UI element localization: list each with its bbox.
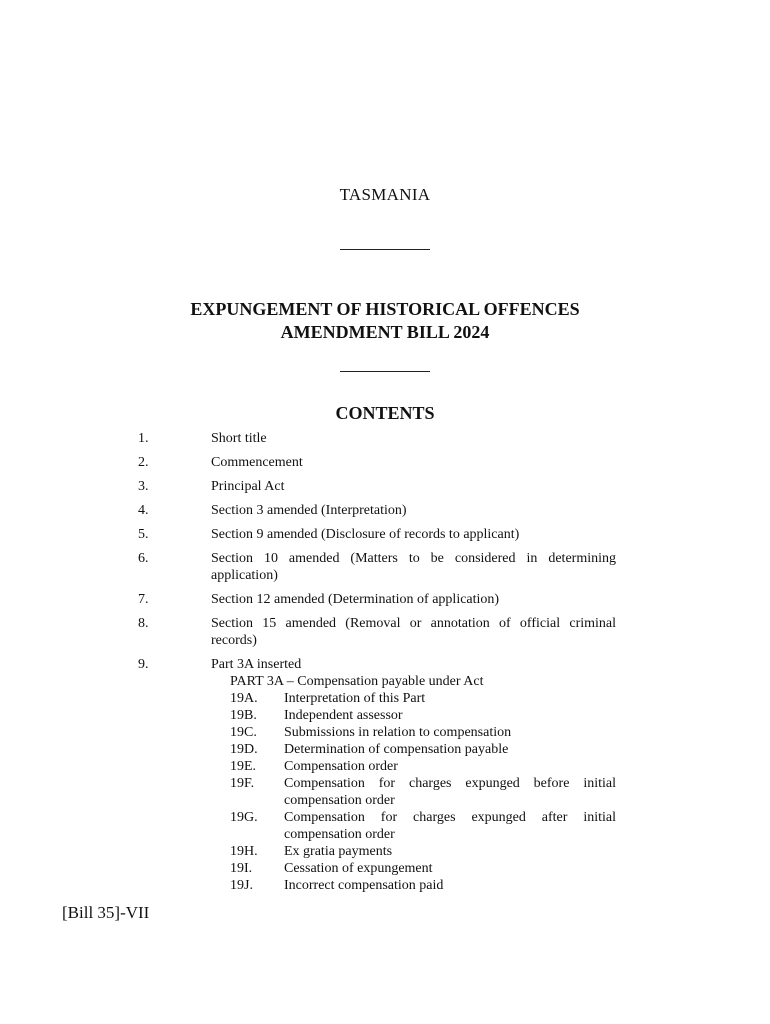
toc-subsection-number: 19J. (230, 878, 253, 893)
toc-subsection-text: Ex gratia payments (284, 844, 393, 859)
toc-subsection-text: Cessation of expungement (284, 861, 433, 876)
toc-entry-text: Section 3 amended (Interpretation) (211, 503, 407, 518)
toc-subsection[interactable] (230, 775, 770, 809)
toc-entry[interactable] (0, 615, 770, 649)
bill-reference: [Bill 35]-VII (62, 903, 150, 922)
toc-subsection[interactable] (230, 690, 770, 707)
toc-entry-number: 2. (138, 455, 149, 470)
toc-entry-number: 8. (138, 616, 149, 631)
toc-entry-number: 9. (138, 657, 149, 672)
toc-entry-text: Section 10 amended (Matters to be considered in determining application) (211, 551, 616, 583)
bill-title-line-1: EXPUNGEMENT OF HISTORICAL OFFENCES (190, 299, 580, 319)
toc-entry-number: 7. (138, 592, 149, 607)
toc-entry[interactable] (0, 591, 770, 608)
toc-entry-text: Commencement (211, 455, 303, 470)
divider-rule-bottom (340, 371, 430, 372)
toc-entry-text: Section 12 amended (Determination of application) (211, 592, 500, 607)
toc-subsection[interactable] (230, 877, 770, 894)
toc-subsection-number: 19I. (230, 861, 253, 876)
toc-entry-text: Principal Act (211, 479, 285, 494)
toc-subsection[interactable] (230, 741, 770, 758)
contents-heading: CONTENTS (335, 403, 435, 423)
toc-subsection-number: 19B. (230, 708, 257, 723)
toc-subsection-number: 19D. (230, 742, 258, 757)
toc-entry-text: Section 9 amended (Disclosure of records to applicant) (211, 527, 520, 542)
toc-subsection-text: Interpretation of this Part (284, 691, 426, 706)
toc-subsection[interactable] (230, 860, 770, 877)
toc-entry-text: Part 3A inserted (211, 657, 302, 672)
toc-subsection-number: 19H. (230, 844, 258, 859)
toc-subsection-number: 19A. (230, 691, 258, 706)
toc-subsection-text: Submissions in relation to compensation (284, 725, 512, 740)
toc-entry[interactable] (0, 550, 770, 584)
toc-subsection-text: Incorrect compensation paid (284, 878, 444, 893)
toc-subsection-text: Determination of compensation payable (284, 742, 509, 757)
toc-part-title[interactable]: PART 3A – Compensation payable under Act (230, 674, 484, 689)
bill-title (0, 298, 770, 344)
toc-subsection-number: 19G. (230, 810, 258, 825)
toc-subsection-number: 19F. (230, 776, 255, 791)
toc-entry-number: 4. (138, 503, 149, 518)
bill-title-line-2: AMENDMENT BILL 2024 (280, 322, 490, 342)
toc-entry[interactable] (0, 502, 770, 519)
toc-entry[interactable] (0, 478, 770, 495)
toc-subsection[interactable] (230, 758, 770, 775)
toc-entry-number: 6. (138, 551, 149, 566)
toc-subsection[interactable] (230, 843, 770, 860)
toc-entry-text: Section 15 amended (Removal or annotation of official criminal records) (211, 616, 616, 648)
divider-rule-top (340, 249, 430, 250)
toc-entry[interactable] (0, 454, 770, 471)
toc-subsection-text: Compensation order (284, 759, 398, 774)
toc-subsection-number: 19C. (230, 725, 257, 740)
toc-entry-number: 5. (138, 527, 149, 542)
toc-subsection-text: Independent assessor (284, 708, 403, 723)
toc-subsection-text: Compensation for charges expunged after initial compensation order (284, 810, 616, 842)
toc-entry-text: Short title (211, 431, 267, 446)
toc-subsection[interactable] (230, 809, 770, 843)
toc-subsection-number: 19E. (230, 759, 257, 774)
toc-subsection[interactable] (230, 707, 770, 724)
toc-entry[interactable] (0, 526, 770, 543)
toc-subsection-text: Compensation for charges expunged before initial compensation order (284, 776, 616, 808)
toc-subsection[interactable] (230, 724, 770, 741)
table-of-contents (0, 430, 770, 894)
toc-entry[interactable] (0, 656, 770, 673)
jurisdiction-heading: TASMANIA (339, 185, 431, 204)
toc-entry-number: 3. (138, 479, 149, 494)
toc-entry[interactable] (0, 430, 770, 447)
toc-entry-number: 1. (138, 431, 149, 446)
